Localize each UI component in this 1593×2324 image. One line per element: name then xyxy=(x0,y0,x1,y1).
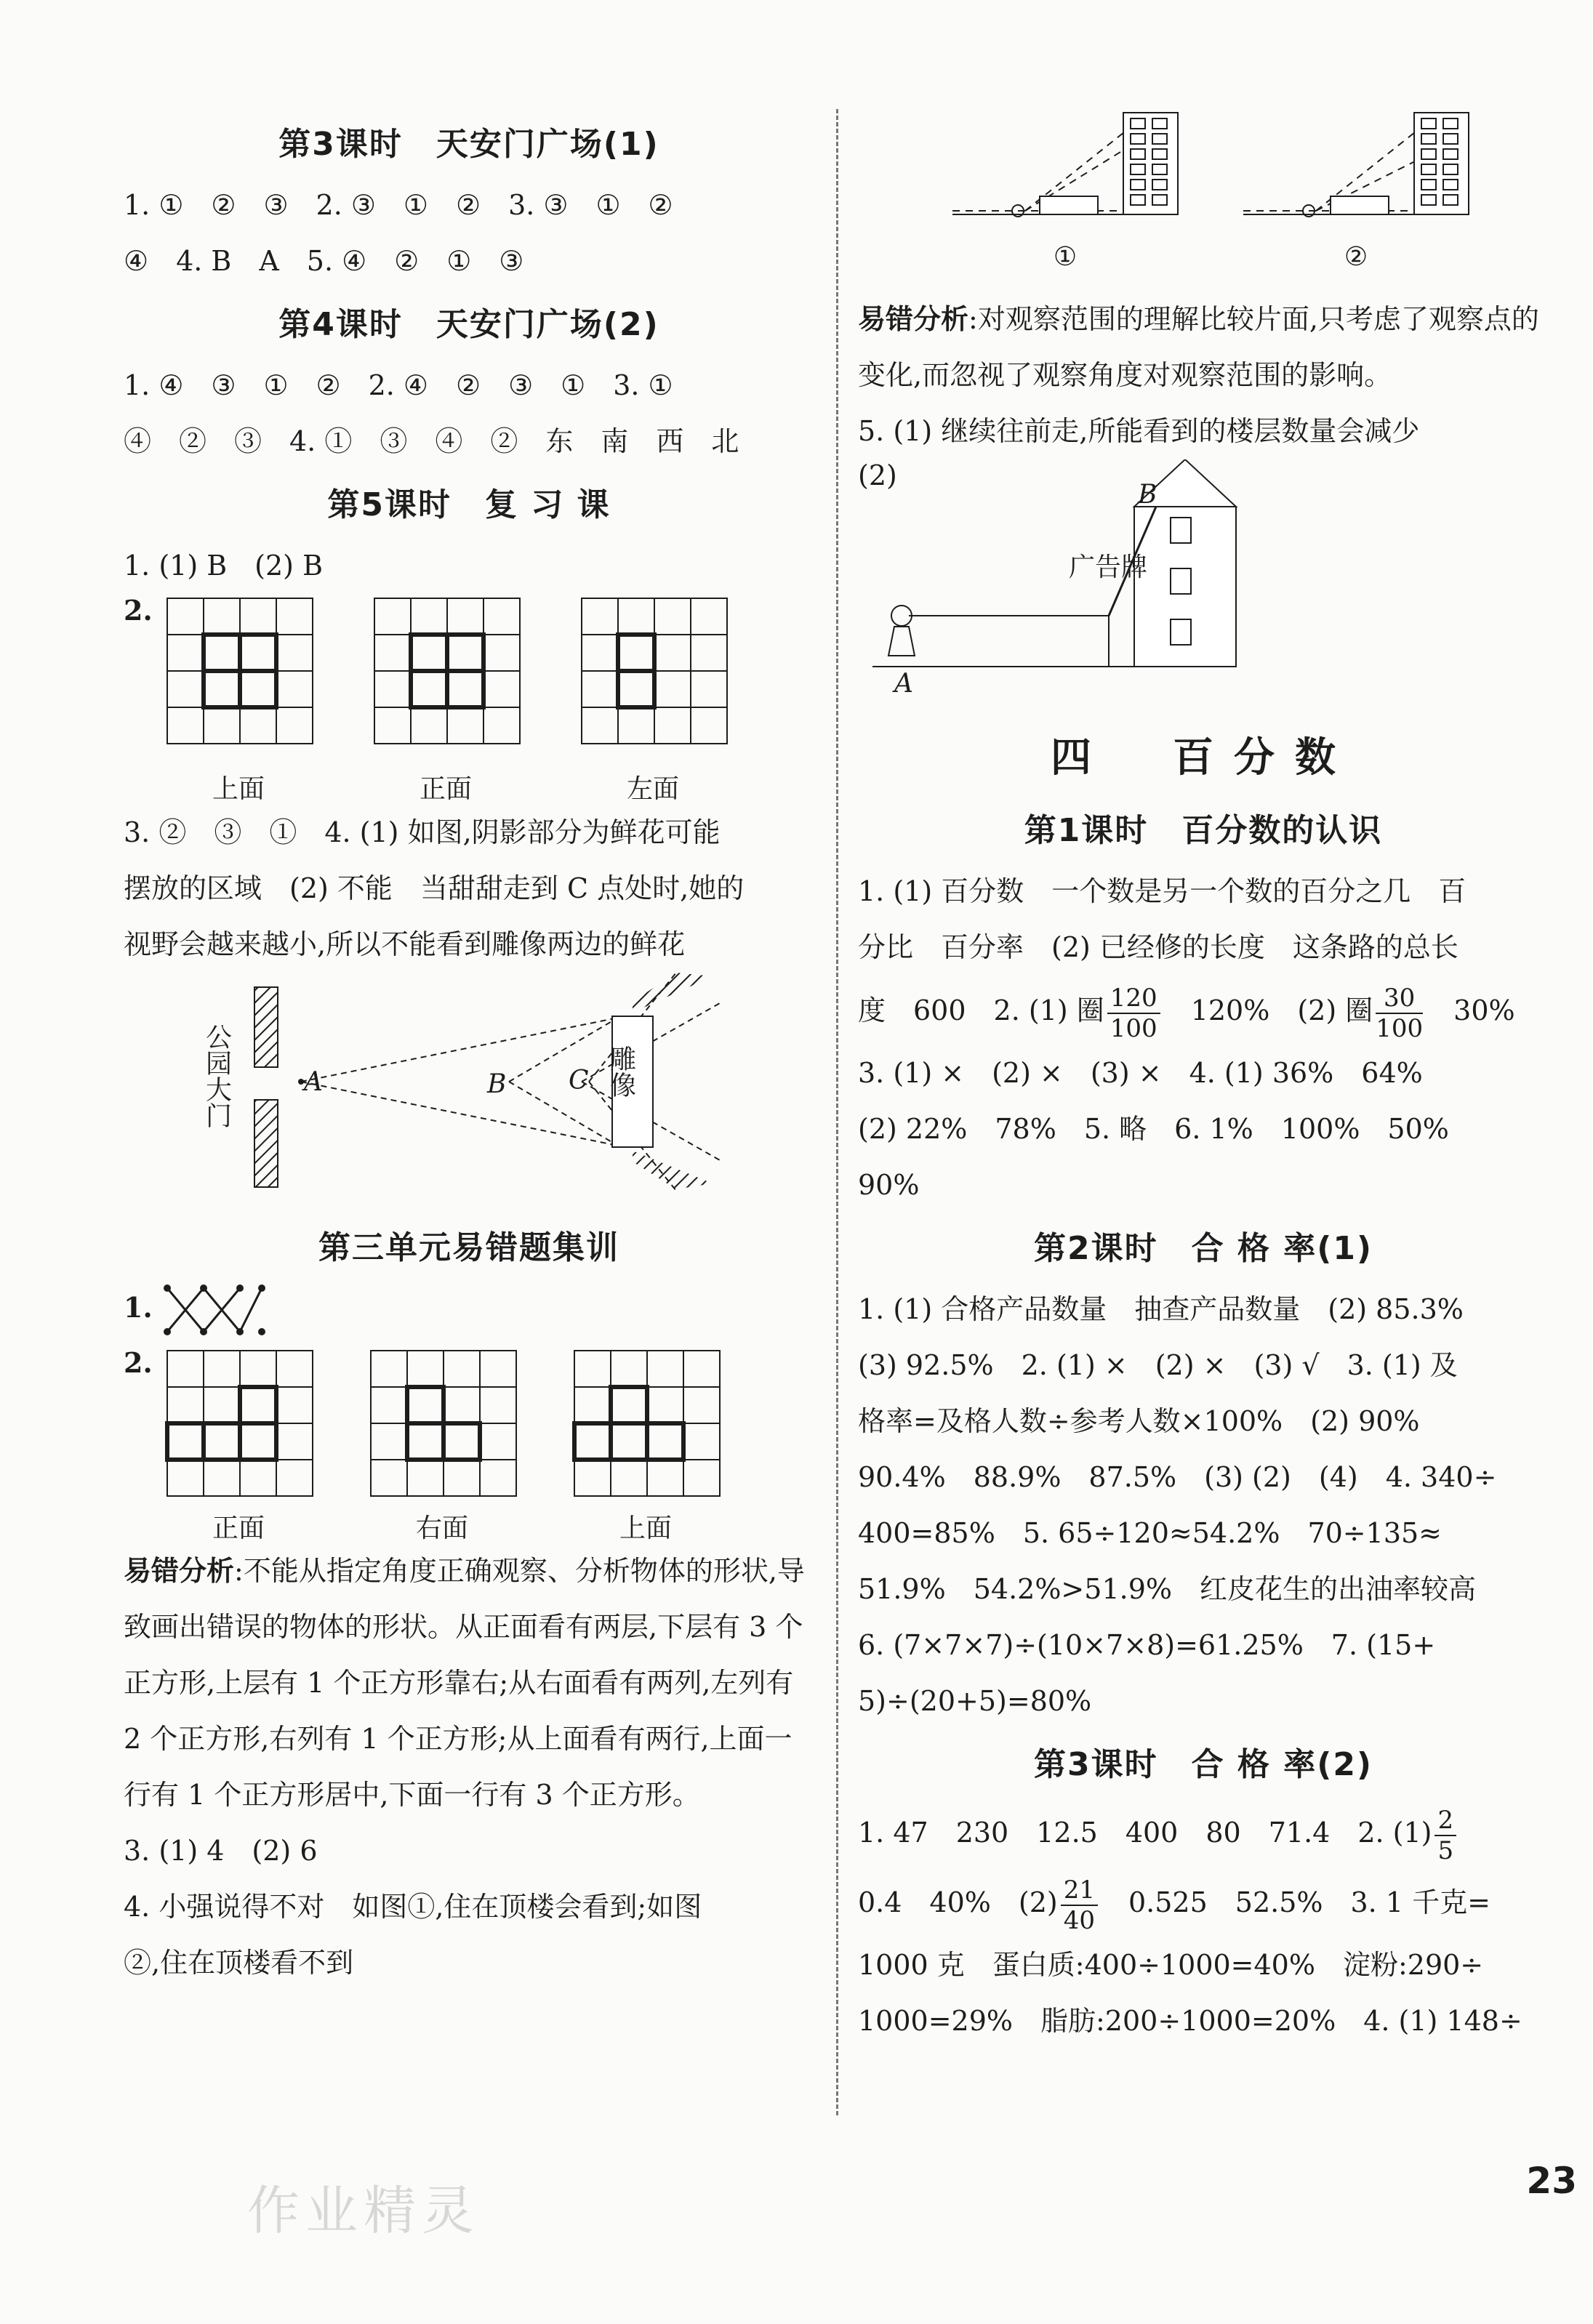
grid-left-view xyxy=(582,598,727,744)
lesson4-line1: 1. ④ ③ ① ② 2. ④ ② ③ ① 3. ① xyxy=(124,369,673,401)
grid-cell-filled xyxy=(240,671,276,707)
c3-line1 xyxy=(858,1798,1549,1867)
grid-cell xyxy=(611,1351,647,1387)
grid-cell xyxy=(691,671,727,707)
lesson3-title: 第3课时 天安门广场(1) xyxy=(278,126,659,163)
grid-cell xyxy=(582,671,618,707)
grid-cell xyxy=(618,671,654,707)
grid-cell xyxy=(654,671,691,707)
grid-cell xyxy=(618,707,654,744)
chapter3-title: 第3课时 合 格 率(2) xyxy=(1033,1746,1373,1783)
unit3-review-title: 第三单元易错题集训 xyxy=(318,1229,619,1266)
lesson5-q1: 1. (1) B (2) B xyxy=(124,550,323,582)
grid-cell xyxy=(447,635,483,671)
grid-cell-filled xyxy=(240,1423,276,1460)
lesson5-grid-figure xyxy=(124,594,778,805)
grid-cell xyxy=(582,598,618,635)
c3-line3: 1000 克 蛋白质:400÷1000=40% 淀粉:290÷ xyxy=(858,1949,1484,1981)
grid-cell xyxy=(611,1387,647,1423)
column-divider xyxy=(836,109,838,2115)
lesson3-line2: ④ 4. B A 5. ④ ② ① ③ xyxy=(124,245,524,277)
grid-front-view-2 xyxy=(167,1351,313,1496)
grid-cell-filled xyxy=(411,635,447,671)
point-c-label: C xyxy=(569,1066,589,1095)
grid-cell xyxy=(611,1460,647,1496)
grid-cell xyxy=(447,598,483,635)
unit3-q4-line2: ②,住在顶楼看不到 xyxy=(124,1947,354,1979)
grid-cell xyxy=(240,1423,276,1460)
point-b-label: B xyxy=(487,1069,507,1099)
grid-cell xyxy=(240,635,276,671)
grid-cell xyxy=(167,1387,204,1423)
c1-line3b: 120% (2) 圈 xyxy=(1163,994,1373,1026)
grid-cell xyxy=(411,671,447,707)
c2-line8: 5)÷(20+5)=80% xyxy=(858,1685,1092,1717)
grid-cell xyxy=(654,707,691,744)
grid-cell xyxy=(276,1387,313,1423)
grid-cell xyxy=(574,1387,611,1423)
grid-cell xyxy=(407,1423,444,1460)
statue-label: 雕像 xyxy=(606,1045,636,1098)
lesson3-line1: 1. ① ② ③ 2. ③ ① ② 3. ③ ① ② xyxy=(124,189,673,221)
c1-line1: 1. (1) 百分数 一个数是另一个数的百分之几 百 xyxy=(858,875,1466,907)
fraction-30-100: $\frac{30}{100}$ xyxy=(1376,983,1424,1043)
grid-cell-filled xyxy=(407,1387,444,1423)
grid2-label-front: 正面 xyxy=(212,1513,265,1543)
grid-cell xyxy=(204,598,240,635)
grid-cell xyxy=(574,1351,611,1387)
grid2-label-right: 右面 xyxy=(415,1513,469,1543)
c2-line7: 6. (7×7×7)÷(10×7×8)=61.25% 7. (15+ xyxy=(858,1629,1436,1661)
flower-area-top xyxy=(633,973,713,1013)
grid-cell xyxy=(483,707,520,744)
grid-cell xyxy=(276,1460,313,1496)
grid-cell-filled xyxy=(204,635,240,671)
c1-line4: 3. (1) × (2) × (3) × 4. (1) 36% 64% xyxy=(858,1057,1423,1089)
grid-cell xyxy=(167,1423,204,1460)
left-column xyxy=(124,109,814,1991)
grid-cell xyxy=(204,635,240,671)
c2-line1: 1. (1) 合格产品数量 抽查产品数量 (2) 85.3% xyxy=(858,1293,1464,1325)
grid-cell xyxy=(683,1387,720,1423)
analysis-label-right: 易错分析 xyxy=(858,302,969,335)
analysis-text: :不能从指定角度正确观察、分析物体的形状,导致画出错误的物体的形状。从正面看有两层,下层有 3 个正方形,上层有 1 个正方形靠右;从右面看有两列,左列有 2 个正方形,右列有 1 个正方形;从上面看有两行,上面一行有 1 个正方形居中,下面一行有 3 个正方形。 xyxy=(124,1555,805,1811)
grid-cell xyxy=(167,1351,204,1387)
flower-area-bottom xyxy=(633,1151,713,1189)
grid-cell xyxy=(444,1387,480,1423)
grid-cell xyxy=(683,1351,720,1387)
grid-cell xyxy=(411,707,447,744)
grid-front-view xyxy=(374,598,520,744)
grid-cell xyxy=(167,598,204,635)
gate-wall-bottom xyxy=(254,1100,278,1187)
grid-cell-filled xyxy=(447,671,483,707)
grid-cell xyxy=(582,707,618,744)
grid-cell xyxy=(204,1351,240,1387)
grid-cell-filled xyxy=(618,635,654,671)
grid-cell xyxy=(480,1351,516,1387)
girl-body xyxy=(888,627,915,656)
c3-line4: 1000=29% 脂肪:200÷1000=20% 4. (1) 148÷ xyxy=(858,2005,1522,2037)
c1-line2: 分比 百分率 (2) 已经修的长度 这条路的总长 xyxy=(858,931,1458,963)
unit3-q1-number: 1. xyxy=(124,1291,153,1324)
point-a-label: A xyxy=(304,1067,323,1097)
girl-head xyxy=(891,606,912,626)
grid-cell xyxy=(276,635,313,671)
figure-1-label: ① xyxy=(1053,242,1078,272)
grid-cell xyxy=(691,635,727,671)
grid-cell xyxy=(654,635,691,671)
fraction-120-100: $\frac{120}{100}$ xyxy=(1107,984,1160,1043)
grid-cell xyxy=(574,1423,611,1460)
grid-cell-filled xyxy=(447,635,483,671)
grid-cell xyxy=(276,598,313,635)
point-b-right: B xyxy=(1138,480,1157,510)
grid-cell-filled xyxy=(444,1423,480,1460)
grid-cell xyxy=(240,671,276,707)
grid-cell xyxy=(647,1423,683,1460)
c1-line3c: 30% xyxy=(1426,994,1515,1026)
grid-cell xyxy=(447,707,483,744)
chapter1-title: 第1课时 百分数的认识 xyxy=(1024,812,1383,849)
grid-cell xyxy=(167,1460,204,1496)
grid-cell xyxy=(683,1423,720,1460)
grid-cell xyxy=(574,1460,611,1496)
grid-cell xyxy=(240,707,276,744)
grid-cell xyxy=(167,635,204,671)
c2-line4: 90.4% 88.9% 87.5% (3) (2) (4) 4. 340÷ xyxy=(858,1461,1497,1493)
q5-line1: 5. (1) 继续往前走,所能看到的楼层数量会减少 xyxy=(858,415,1420,447)
grid-label-left: 左面 xyxy=(626,774,680,804)
grid-cell xyxy=(483,635,520,671)
billboard-label: 广告牌 xyxy=(1069,552,1148,582)
billboard-diagram xyxy=(858,459,1549,699)
grid-cell xyxy=(411,635,447,671)
grid-cell xyxy=(240,1460,276,1496)
grid-right-view xyxy=(371,1351,516,1496)
grid-cell xyxy=(371,1351,407,1387)
grid-cell xyxy=(204,1387,240,1423)
building-view-figures xyxy=(858,105,1549,291)
c1-line3a: 度 600 2. (1) 圈 xyxy=(858,994,1104,1026)
grid2-label-top: 上面 xyxy=(619,1513,673,1543)
grid-cell xyxy=(371,1460,407,1496)
grid-cell xyxy=(204,707,240,744)
grid-cell xyxy=(654,598,691,635)
matching-lines-figure xyxy=(160,1281,305,1346)
unit3-q4-line1: 4. 小强说得不对 如图①,住在顶楼会看到;如图 xyxy=(124,1891,702,1923)
grid-cell xyxy=(683,1460,720,1496)
lesson5-title: 第5课时 复 习 课 xyxy=(327,486,611,523)
fraction-2-5: $\frac{2}{5}$ xyxy=(1434,1806,1456,1865)
grid-cell xyxy=(647,1460,683,1496)
grid-cell-filled xyxy=(647,1423,683,1460)
grid-cell xyxy=(407,1351,444,1387)
grid-cell-filled xyxy=(574,1423,611,1460)
q5-part2-label: (2) xyxy=(858,459,897,491)
grid-cell xyxy=(483,671,520,707)
grid-cell-filled xyxy=(407,1423,444,1460)
grid-cell xyxy=(447,671,483,707)
grid-cell-filled xyxy=(611,1423,647,1460)
grid-label-top: 上面 xyxy=(212,774,265,804)
c3-line2a: 0.4 40% (2) xyxy=(858,1886,1058,1918)
grid-cell xyxy=(167,707,204,744)
grid-cell xyxy=(276,707,313,744)
grid-cell xyxy=(691,598,727,635)
grid-cell xyxy=(444,1460,480,1496)
grid-top-view-2 xyxy=(574,1351,720,1496)
watermark: 作业精灵 xyxy=(247,2180,481,2241)
grid-label-front: 正面 xyxy=(419,774,473,804)
grid-cell xyxy=(480,1423,516,1460)
right-column xyxy=(858,109,1549,2049)
c2-line3: 格率=及格人数÷参考人数×100% (2) 90% xyxy=(858,1405,1420,1437)
c1-line5: (2) 22% 78% 5. 略 6. 1% 100% 50% xyxy=(858,1113,1449,1145)
unit3-analysis xyxy=(124,1543,814,1823)
grid-cell xyxy=(276,1423,313,1460)
grid-cell-filled xyxy=(611,1387,647,1423)
grid-cell xyxy=(167,671,204,707)
grid-cell xyxy=(480,1460,516,1496)
analysis-label: 易错分析 xyxy=(124,1554,235,1587)
park-statue-diagram xyxy=(124,973,814,1213)
grid-cell xyxy=(374,707,411,744)
grid-cell xyxy=(647,1387,683,1423)
unit3-q3: 3. (1) 4 (2) 6 xyxy=(124,1835,318,1867)
unit4-title: 四 百分数 xyxy=(1051,734,1356,781)
grid-cell xyxy=(240,1387,276,1423)
grid-cell xyxy=(647,1351,683,1387)
unit3-q2-grids xyxy=(124,1346,814,1543)
c3-line2 xyxy=(858,1867,1549,1937)
lesson5-q3-line3: 视野会越来越小,所以不能看到雕像两边的鲜花 xyxy=(124,928,686,960)
grid-cell xyxy=(374,671,411,707)
point-a-right: A xyxy=(894,669,913,699)
c1-line3 xyxy=(858,976,1549,1045)
park-gate-label: 公园大门 xyxy=(201,1024,232,1128)
grid-cell xyxy=(483,598,520,635)
grid-cell xyxy=(407,1460,444,1496)
grid-cell xyxy=(411,598,447,635)
c3-line1a: 1. 47 230 12.5 400 80 71.4 2. (1) xyxy=(858,1817,1432,1849)
grid-cell xyxy=(691,707,727,744)
grid-cell xyxy=(444,1351,480,1387)
page-number: 23 xyxy=(1526,2160,1577,2202)
lesson5-q3-line1: 3. ② ③ ① 4. (1) 如图,阴影部分为鲜花可能 xyxy=(124,816,721,848)
grid-cell xyxy=(444,1423,480,1460)
q5-part2 xyxy=(858,459,1549,699)
lesson4-title: 第4课时 天安门广场(2) xyxy=(278,306,659,343)
figure-1 xyxy=(952,113,1178,272)
grid-cell-filled xyxy=(618,671,654,707)
c1-line6: 90% xyxy=(858,1169,920,1201)
grid-cell xyxy=(276,671,313,707)
grid-cell xyxy=(407,1387,444,1423)
grid-cell xyxy=(240,598,276,635)
right-analysis xyxy=(858,291,1549,403)
lesson5-q3-line2: 摆放的区域 (2) 不能 当甜甜走到 C 点处时,她的 xyxy=(124,872,745,904)
chapter2-title: 第2课时 合 格 率(1) xyxy=(1033,1230,1373,1267)
lesson5-q2-number: 2. xyxy=(124,594,153,627)
grid-cell-filled xyxy=(411,671,447,707)
grid-cell xyxy=(480,1387,516,1423)
grid-cell xyxy=(240,1351,276,1387)
grid-cell xyxy=(374,635,411,671)
grid-cell-filled xyxy=(204,671,240,707)
grid-cell xyxy=(371,1423,407,1460)
c2-line5: 400=85% 5. 65÷120≈54.2% 70÷135≈ xyxy=(858,1517,1442,1549)
grid-cell xyxy=(276,1351,313,1387)
grid-cell xyxy=(582,635,618,671)
unit3-q1 xyxy=(124,1281,814,1346)
c2-line6: 51.9% 54.2%>51.9% 红皮花生的出油率较高 xyxy=(858,1573,1476,1605)
c3-line2b: 0.525 52.5% 3. 1 千克= xyxy=(1101,1886,1490,1918)
tower xyxy=(1134,507,1236,667)
figure-2 xyxy=(1243,113,1469,272)
grid-cell xyxy=(371,1387,407,1423)
grid-cell xyxy=(374,598,411,635)
grid-cell-filled xyxy=(204,1423,240,1460)
analysis-text-right: :对观察范围的理解比较片面,只考虑了观察点的变化,而忽视了观察角度对观察范围的影响。 xyxy=(858,303,1539,391)
unit3-grid-figure xyxy=(124,1346,778,1543)
figure-2-label: ② xyxy=(1344,242,1368,272)
c2-line2: (3) 92.5% 2. (1) × (2) × (3) √ 3. (1) 及 xyxy=(858,1349,1458,1381)
gate-wall-top xyxy=(254,987,278,1067)
grid-cell xyxy=(618,635,654,671)
grid-cell-filled xyxy=(240,635,276,671)
grid-cell-filled xyxy=(167,1423,204,1460)
grid-cell xyxy=(204,1460,240,1496)
lesson5-q2-grids xyxy=(124,594,814,805)
grid-cell-filled xyxy=(240,1387,276,1423)
grid-top-view xyxy=(167,598,313,744)
grid-cell xyxy=(204,1423,240,1460)
lesson4-line2: ④ ② ③ 4. ① ③ ④ ② 东 南 西 北 xyxy=(124,425,739,457)
grid-cell xyxy=(204,671,240,707)
grid-cell xyxy=(618,598,654,635)
grid-cell xyxy=(611,1423,647,1460)
fraction-21-40: $\frac{21}{40}$ xyxy=(1061,1875,1098,1935)
unit3-q2-number: 2. xyxy=(124,1346,153,1379)
